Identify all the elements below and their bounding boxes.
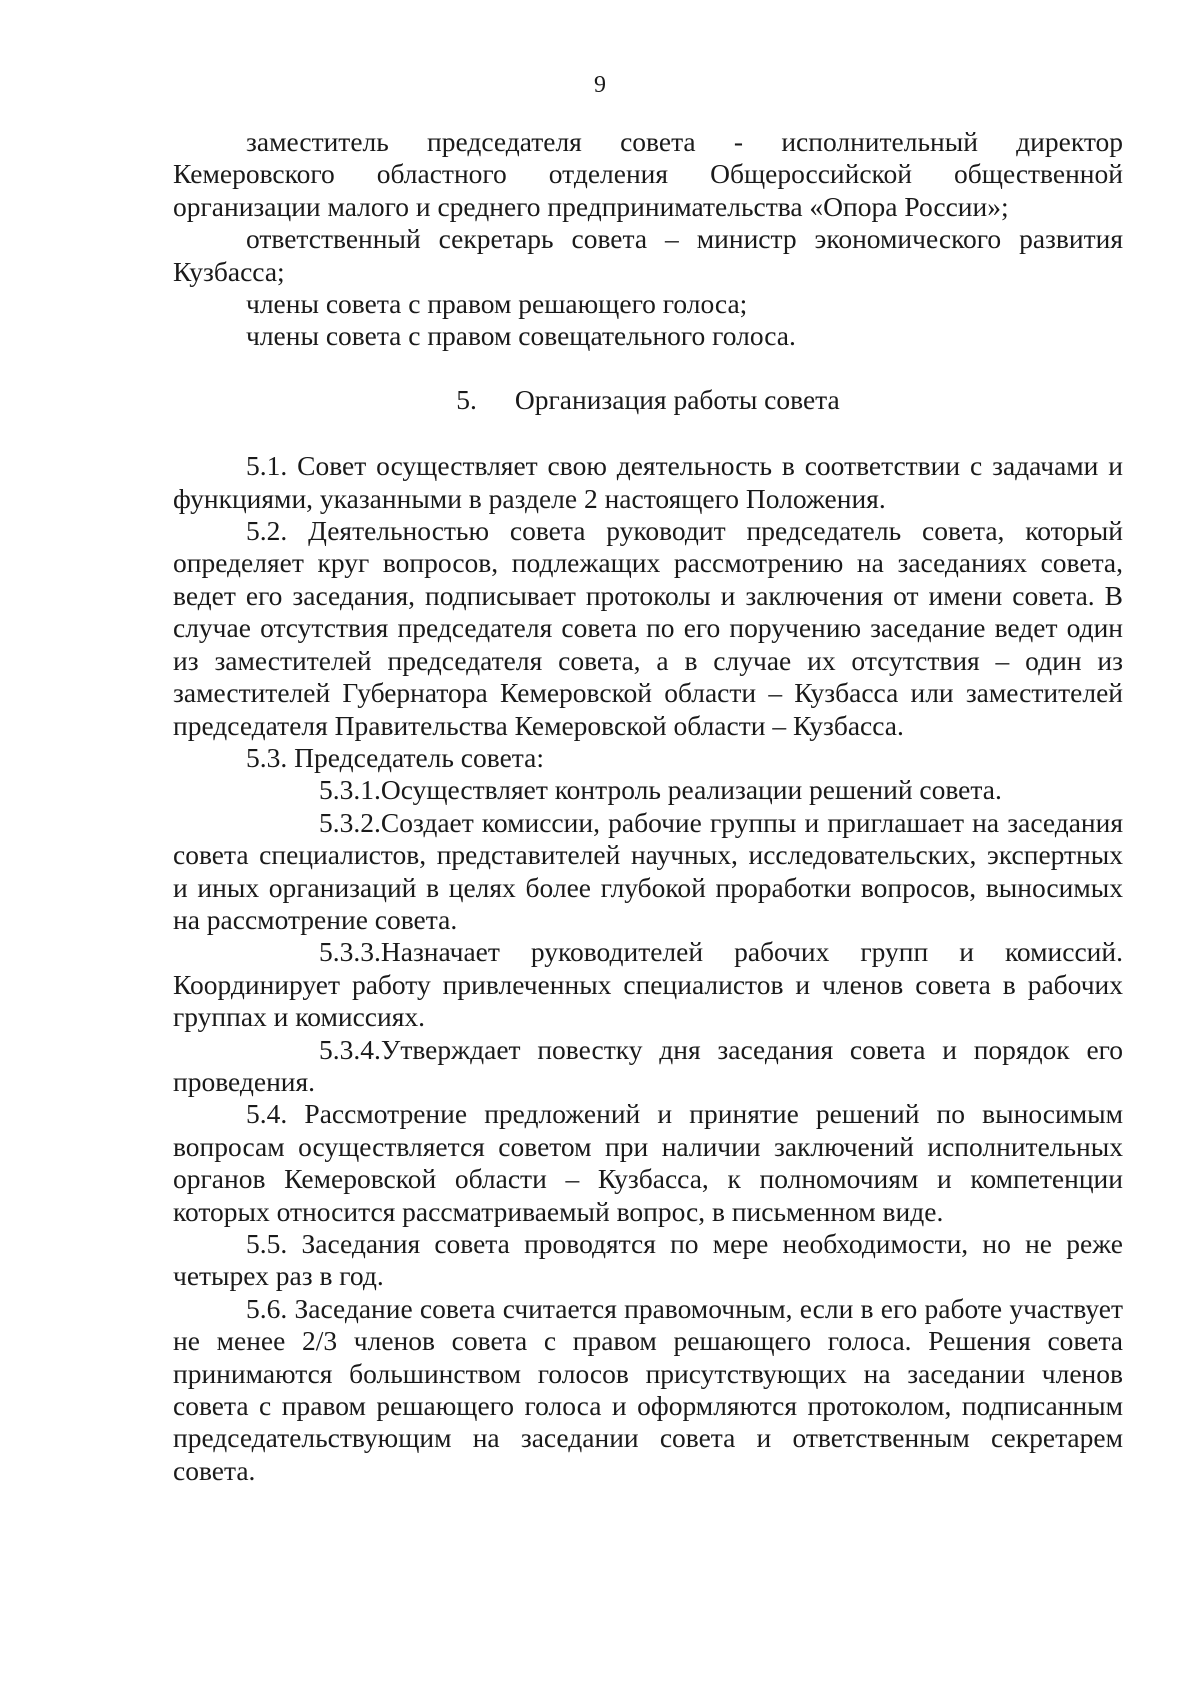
intro-paragraph-secretary: ответственный секретарь совета – министр экономического развития Кузбасса; <box>173 223 1123 287</box>
clause-text: Создает комиссии, рабочие группы и приглашает на заседания совета специалистов, представителей научных, исследовательских, экспертных и иных организаций в целях более глубокой проработки вопросов, выносимых на рассмотрение совета. <box>173 806 1123 935</box>
clause-number: 5.3.3. <box>319 936 381 968</box>
clause-text: Осуществляет контроль реализации решений совета. <box>380 774 1002 806</box>
clause-5-3-3 <box>173 936 1123 1033</box>
section-heading <box>173 384 1123 416</box>
clause-5-5: 5.5. Заседания совета проводятся по мере необходимости, но не реже четырех раз в год. <box>173 1228 1123 1292</box>
clause-5-1: 5.1. Совет осуществляет свою деятельность в соответствии с задачами и функциями, указанными в разделе 2 настоящего Положения. <box>173 450 1123 514</box>
clause-text: Утверждает повестку дня заседания совета и порядок его проведения. <box>173 1033 1123 1097</box>
document-body <box>173 126 1123 1487</box>
intro-paragraph-advisory-members: члены совета с правом совещательного голоса. <box>246 320 796 352</box>
clause-number: 5.3.2. <box>319 806 381 838</box>
clause-5-3-2 <box>173 807 1123 937</box>
page-number: 9 <box>594 72 606 98</box>
section-number: 5. <box>456 383 477 415</box>
clause-number: 5.3.1. <box>319 774 381 806</box>
intro-paragraph-deputy: заместитель председателя совета - исполнительный директор Кемеровского областного отделения Общероссийской общественной организации малого и среднего предпринимательства «Опора России»; <box>173 126 1123 222</box>
clause-5-3-1 <box>173 774 1123 806</box>
clause-5-4: 5.4. Рассмотрение предложений и принятие решений по выносимым вопросам осуществляется советом при наличии заключений исполнительных органов Кемеровской области – Кузбасса, к полномочиям и компетенции которых относится рассматриваемый вопрос, в письменном виде. <box>173 1098 1123 1227</box>
clause-number: 5.3.4. <box>319 1033 381 1065</box>
clause-text: Назначает руководителей рабочих групп и комиссий. Координирует работу привлеченных специалистов и членов совета в рабочих группах и комиссиях. <box>173 936 1123 1033</box>
clause-5-3-4 <box>173 1034 1123 1099</box>
clause-5-3: 5.3. Председатель совета: <box>246 741 544 773</box>
section-title: Организация работы совета <box>514 383 840 415</box>
clause-5-6: 5.6. Заседание совета считается правомочным, если в его работе участвует не менее 2/3 членов совета с правом решающего голоса. Решения совета принимаются большинством голосов присутствующих на заседании членов совета с правом решающего голоса и оформляются протоколом, подписанным председательствующим на заседании совета и ответственным секретарем совета. <box>173 1292 1123 1486</box>
intro-paragraph-voting-members: члены совета с правом решающего голоса; <box>246 288 748 320</box>
clause-5-2: 5.2. Деятельностью совета руководит председатель совета, который определяет круг вопросов, подлежащих рассмотрению на заседаниях совета, ведет его заседания, подписывает протоколы и заключения от имени совета. В случае отсутствия председателя совета по его поручению заседание ведет один из заместителей председателя совета, а в случае их отсутствия – один из заместителей Губернатора Кемеровской области – Кузбасса или заместителей председателя Правительства Кемеровской области – Кузбасса. <box>173 515 1123 741</box>
